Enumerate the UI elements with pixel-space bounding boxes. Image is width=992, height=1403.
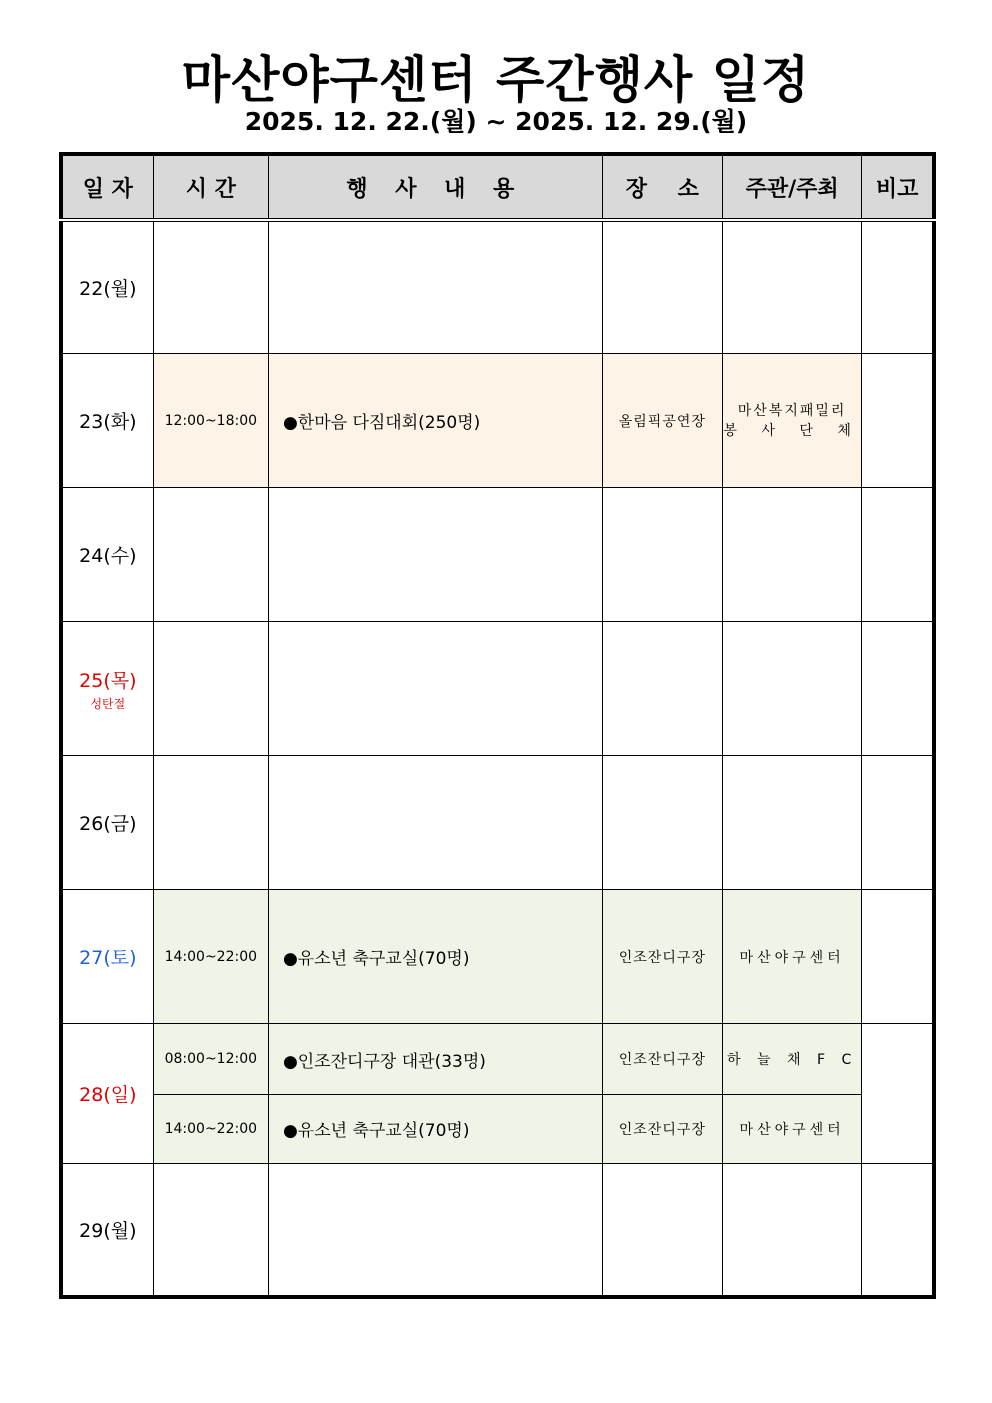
place-cell (602, 220, 722, 353)
time-cell: 14:00~22:00 (153, 889, 268, 1023)
page-title: 마산야구센터 주간행사 일정 (181, 51, 811, 109)
period-subtitle: 2025. 12. 22.(월) ~ 2025. 12. 29.(월) (244, 107, 748, 136)
col-header-host: 주관/주최 (722, 154, 861, 220)
day-cell-29: 29(월) (61, 1163, 153, 1297)
place-cell: 인조잔디구장 (602, 1024, 722, 1094)
table-row (61, 756, 934, 889)
note-cell (862, 756, 934, 889)
content-cell: ●한마음 다짐대회(250명) (268, 353, 602, 487)
place-cell: 올림픽공연장 (602, 353, 722, 487)
content-cell: ●인조잔디구장 대관(33명) (268, 1024, 602, 1094)
host-cell (722, 1163, 861, 1297)
time-cell: 14:00~22:00 (153, 1094, 268, 1163)
host-cell (722, 220, 861, 353)
table-row (61, 1163, 934, 1297)
host-cell (722, 353, 861, 487)
content-cell (268, 621, 602, 755)
content-cell (268, 488, 602, 621)
note-cell (862, 353, 934, 487)
content-cell: ●유소년 축구교실(70명) (268, 1094, 602, 1163)
note-cell (862, 220, 934, 353)
note-cell (862, 889, 934, 1023)
host-line-1: 마산복지패밀리 (737, 402, 847, 419)
table-row (61, 1024, 934, 1094)
day-cell-22: 22(월) (61, 220, 153, 353)
place-cell (602, 756, 722, 889)
content-cell (268, 756, 602, 889)
time-cell (153, 621, 268, 755)
place-cell (602, 488, 722, 621)
time-cell (153, 1163, 268, 1297)
table-row (61, 353, 934, 487)
note-cell (862, 488, 934, 621)
note-cell (862, 1024, 934, 1164)
day-cell-28: 28(일) (61, 1024, 153, 1164)
col-header-note: 비고 (862, 154, 934, 220)
table-row (61, 488, 934, 621)
col-header-place: 장 소 (602, 154, 722, 220)
host-line-2: 봉 사 단 체 (723, 422, 861, 439)
place-cell: 인조잔디구장 (602, 889, 722, 1023)
host-cell: 하 늘 채 F C (722, 1024, 861, 1094)
note-cell (862, 1163, 934, 1297)
content-cell: ●유소년 축구교실(70명) (268, 889, 602, 1023)
col-header-time: 시 간 (153, 154, 268, 220)
day-cell-25 (61, 621, 153, 755)
holiday-note: 성탄절 (90, 696, 126, 711)
col-header-content: 행 사 내 용 (268, 154, 602, 220)
day-cell-27: 27(토) (61, 889, 153, 1023)
content-cell (268, 1163, 602, 1297)
day-cell-26: 26(금) (61, 756, 153, 889)
time-cell (153, 756, 268, 889)
time-cell: 08:00~12:00 (153, 1024, 268, 1094)
place-cell (602, 621, 722, 755)
schedule-table (59, 152, 936, 1299)
host-cell (722, 756, 861, 889)
note-cell (862, 621, 934, 755)
day-cell-23: 23(화) (61, 353, 153, 487)
day-cell-24: 24(수) (61, 488, 153, 621)
time-cell (153, 488, 268, 621)
day-label-25: 25(목) (79, 669, 137, 692)
col-header-date: 일 자 (61, 154, 153, 220)
host-cell (722, 621, 861, 755)
table-row (61, 1094, 934, 1163)
content-cell (268, 220, 602, 353)
host-cell: 마산야구센터 (722, 1094, 861, 1163)
host-cell (722, 488, 861, 621)
place-cell: 인조잔디구장 (602, 1094, 722, 1163)
place-cell (602, 1163, 722, 1297)
table-row (61, 889, 934, 1023)
host-cell: 마산야구센터 (722, 889, 861, 1023)
time-cell: 12:00~18:00 (153, 353, 268, 487)
header-row (61, 154, 934, 220)
time-cell (153, 220, 268, 353)
table-row (61, 220, 934, 353)
table-row (61, 621, 934, 755)
